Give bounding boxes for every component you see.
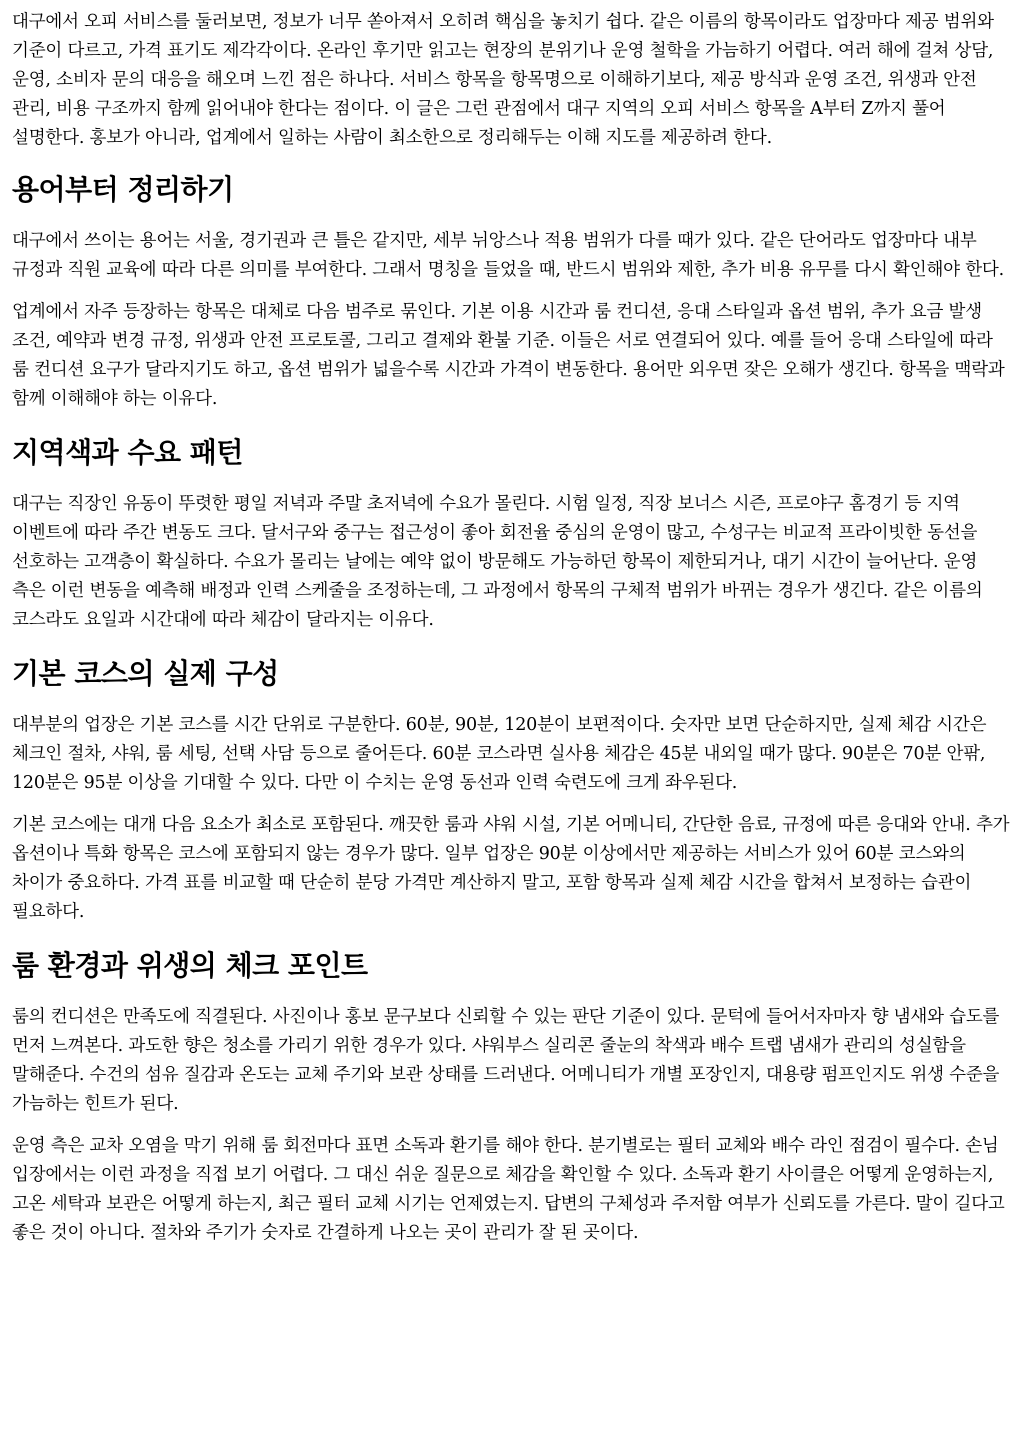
section-heading: 룸 환경과 위생의 체크 포인트 — [12, 949, 368, 982]
section-heading: 지역색과 수요 패턴 — [12, 436, 243, 469]
section-paragraph: 대구에서 쓰이는 용어는 서울, 경기권과 큰 틀은 같지만, 세부 뉘앙스나 적용 범위가 다를 때가 있다. 같은 단어라도 업장마다 내부 규정과 직원 교육에 따라 다른 의미를 부여한다. 그래서 명칭을 들었을 때, 반드시 범위와 제한, 추가 비용 유무를 다시 확인해야 한다. — [12, 231, 1004, 280]
section-paragraph: 기본 코스에는 대개 다음 요소가 최소로 포함된다. 깨끗한 룸과 샤워 시설, 기본 어메니티, 간단한 음료, 규정에 따른 응대와 안내. 추가 옵션이나 특화 항목은 코스에 포함되지 않는 경우가 많다. 일부 업장은 90분 이상에서만 제공하는 서비스가 있어 60분 코스와의 차이가 중요하다. 가격 표를 비교할 때 단순히 분당 가격만 계산하지 말고, 포함 항목과 실제 체감 시간을 합쳐서 보정하는 습관이 필요하다. — [12, 815, 1010, 922]
section-paragraph: 대부분의 업장은 기본 코스를 시간 단위로 구분한다. 60분, 90분, 120분이 보편적이다. 숫자만 보면 단순하지만, 실제 체감 시간은 체크인 절차, 샤워, 룸 세팅, 선택 사담 등으로 줄어든다. 60분 코스라면 실사용 체감은 45분 내외일 때가 많다. 90분은 70분 안팎, 120분은 95분 이상을 기대할 수 있다. 다만 이 수치는 운영 동선과 인력 숙련도에 크게 좌우된다. — [12, 715, 987, 793]
section-heading: 용어부터 정리하기 — [12, 173, 234, 206]
section-heading: 기본 코스의 실제 구성 — [12, 657, 279, 690]
intro-paragraph: 대구에서 오피 서비스를 둘러보면, 정보가 너무 쏟아져서 오히려 핵심을 놓치기 쉽다. 같은 이름의 항목이라도 업장마다 제공 범위와 기준이 다르고, 가격 표기도 제각각이다. 온라인 후기만 읽고는 현장의 분위기나 운영 철학을 가늠하기 어렵다. 여러 해에 걸쳐 상담, 운영, 소비자 문의 대응을 해오며 느낀 점은 하나다. 서비스 항목을 항목명으로 이해하기보다, 제공 방식과 운영 조건, 위생과 안전 관리, 비용 구조까지 함께 읽어내야 한다는 점이다. 이 글은 그런 관점에서 대구 지역의 오피 서비스 항목을 A부터 Z까지 풀어 설명한다. 홍보가 아니라, 업계에서 일하는 사람이 최소한으로 정리해두는 이해 지도를 제공하려 한다. — [12, 12, 994, 148]
section-terms — [12, 173, 1010, 414]
section-paragraph: 운영 측은 교차 오염을 막기 위해 룸 회전마다 표면 소독과 환기를 해야 한다. 분기별로는 필터 교체와 배수 라인 점검이 필수다. 손님 입장에서는 이런 과정을 직접 보기 어렵다. 그 대신 쉬운 질문으로 체감을 확인할 수 있다. 소독과 환기 사이클은 어떻게 운영하는지, 고온 세탁과 보관은 어떻게 하는지, 최근 필터 교체 시기는 언제였는지. 답변의 구체성과 주저함 여부가 신뢰도를 가른다. 말이 길다고 좋은 것이 아니다. 절차와 주기가 숫자로 간결하게 나오는 곳이 관리가 잘 된 곳이다. — [12, 1136, 1005, 1243]
article — [12, 8, 1010, 1261]
section-paragraph: 룸의 컨디션은 만족도에 직결된다. 사진이나 홍보 문구보다 신뢰할 수 있는 판단 기준이 있다. 문턱에 들어서자마자 향 냄새와 습도를 먼저 느껴본다. 과도한 향은 청소를 가리기 위한 경우가 있다. 샤워부스 실리콘 줄눈의 착색과 배수 트랩 냄새가 관리의 성실함을 말해준다. 수건의 섬유 질감과 온도는 교체 주기와 보관 상태를 드러낸다. 어메니티가 개별 포장인지, 대용량 펌프인지도 위생 수준을 가늠하는 힌트가 된다. — [12, 1007, 1000, 1114]
section-paragraph: 업계에서 자주 등장하는 항목은 대체로 다음 범주로 묶인다. 기본 이용 시간과 룸 컨디션, 응대 스타일과 옵션 범위, 추가 요금 발생 조건, 예약과 변경 규정, 위생과 안전 프로토콜, 그리고 결제와 환불 기준. 이들은 서로 연결되어 있다. 예를 들어 응대 스타일에 따라 룸 컨디션 요구가 달라지기도 하고, 옵션 범위가 넓을수록 시간과 가격이 변동한다. 용어만 외우면 잦은 오해가 생긴다. 항목을 맥락과 함께 이해해야 하는 이유다. — [12, 302, 1005, 409]
section-room-hygiene — [12, 949, 1010, 1248]
section-regional-demand — [12, 436, 1010, 635]
section-basic-course — [12, 657, 1010, 927]
section-paragraph: 대구는 직장인 유동이 뚜렷한 평일 저녁과 주말 초저녁에 수요가 몰린다. 시험 일정, 직장 보너스 시즌, 프로야구 홈경기 등 지역 이벤트에 따라 주간 변동도 크다. 달서구와 중구는 접근성이 좋아 회전율 중심의 운영이 많고, 수성구는 비교적 프라이빗한 동선을 선호하는 고객층이 확실하다. 수요가 몰리는 날에는 예약 없이 방문해도 가능하던 항목이 제한되거나, 대기 시간이 늘어난다. 운영 측은 이런 변동을 예측해 배정과 인력 스케줄을 조정하는데, 그 과정에서 항목의 구체적 범위가 바뀌는 경우가 생긴다. 같은 이름의 코스라도 요일과 시간대에 따라 체감이 달라지는 이유다. — [12, 494, 983, 630]
